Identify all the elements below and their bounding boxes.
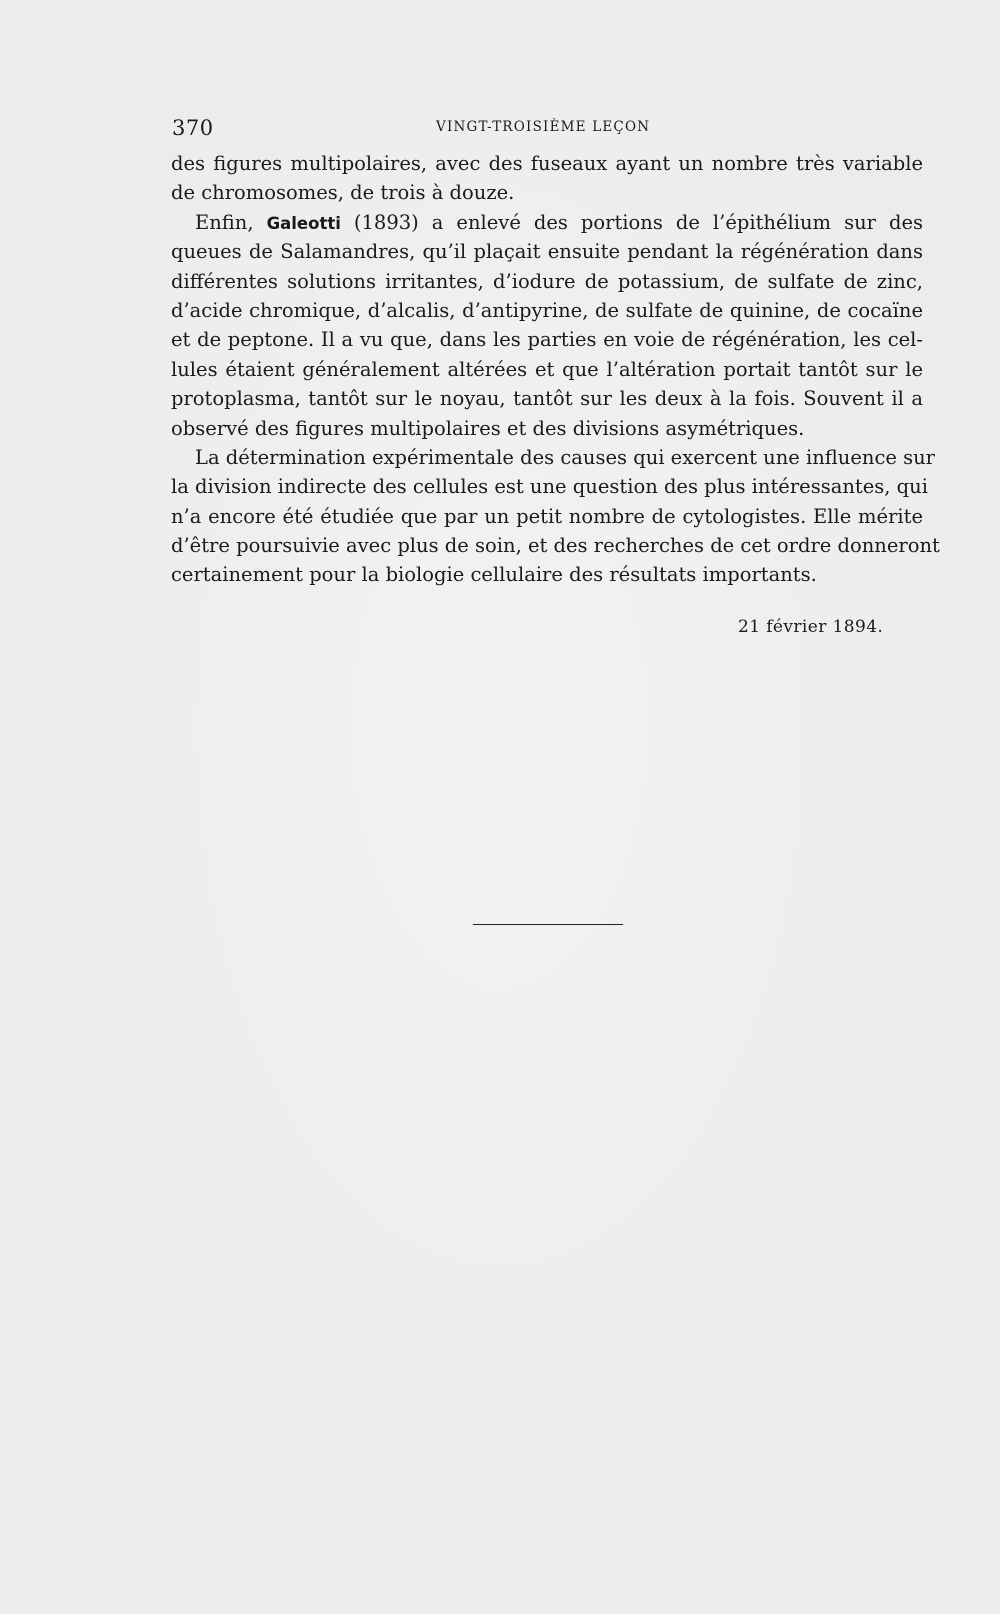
text-line: protoplasma, tantôt sur le noyau, tantôt sur les deux à la fois. Souvent il a bbox=[171, 387, 923, 411]
text-line: de chromosomes, de trois à douze. bbox=[171, 181, 515, 205]
text-fragment: (1893) a enlevé des portions de l’épithélium sur des bbox=[353, 210, 924, 234]
text-line: des figures multipolaires, avec des fuseaux ayant un nombre très variable bbox=[171, 152, 923, 175]
text-line: observé des figures multipolaires et des divisions asymétriques. bbox=[171, 416, 805, 440]
text-line: différentes solutions irritantes, d’iodure de potassium, de sulfate de zinc, bbox=[171, 269, 923, 293]
page-header bbox=[172, 112, 924, 142]
dateline: 21 février 1894. bbox=[738, 617, 884, 637]
text-fragment: Enfin, bbox=[195, 210, 254, 234]
text-line: et de peptone. Il a vu que, dans les parties en voie de régénération, les cel- bbox=[171, 328, 923, 352]
text-line: n’a encore été étudiée que par un petit nombre de cytologistes. Elle mérite bbox=[171, 504, 923, 528]
page-number: 370 bbox=[172, 116, 214, 140]
running-title: VINGT-TROISIÈME LEÇON bbox=[436, 119, 651, 135]
text-line: d’acide chromique, d’alcalis, d’antipyrine, de sulfate de quinine, de cocaïne bbox=[171, 298, 923, 322]
end-rule bbox=[473, 924, 623, 925]
text-line: La détermination expérimentale des causes qui exercent une influence sur bbox=[195, 445, 936, 469]
body-text bbox=[171, 149, 940, 590]
text-line: lules étaient généralement altérées et que l’altération portait tantôt sur le bbox=[171, 357, 923, 381]
text-line: la division indirecte des cellules est une question des plus intéressantes, qui bbox=[171, 475, 928, 499]
author-name: Galeotti bbox=[266, 213, 341, 233]
text-line: certainement pour la biologie cellulaire des résultats importants. bbox=[171, 563, 817, 587]
text-line bbox=[171, 208, 923, 237]
text-line: d’être poursuivie avec plus de soin, et des recherches de cet ordre donneront bbox=[171, 534, 940, 558]
text-line: queues de Salamandres, qu’il plaçait ensuite pendant la régénération dans bbox=[171, 240, 923, 264]
